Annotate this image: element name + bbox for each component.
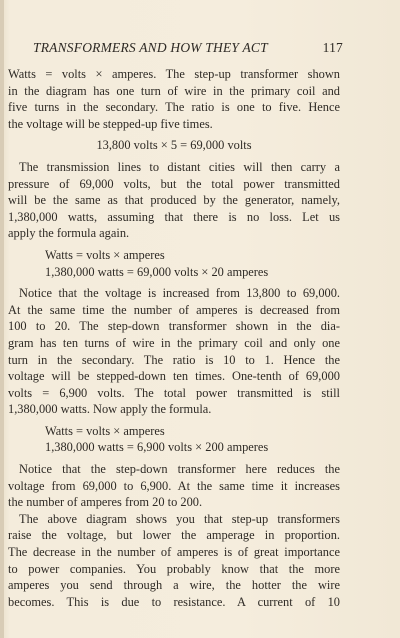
equation-voltage-step-up: 13,800 volts × 5 = 69,000 volts bbox=[96, 138, 252, 153]
text-line: volts = 6,900 volts. The total power transmitted is still bbox=[8, 385, 340, 400]
paragraph-2 bbox=[8, 159, 340, 242]
formula-block-2 bbox=[8, 423, 340, 456]
paragraph-3 bbox=[8, 285, 340, 418]
text-line: Notice that the step-down transformer here reduces the bbox=[19, 462, 340, 477]
formula-line: Watts = volts × amperes bbox=[45, 247, 165, 262]
text-line: At the same time the number of amperes is decreased from bbox=[8, 302, 340, 317]
formula-line: 1,380,000 watts = 6,900 volts × 200 amperes bbox=[45, 440, 269, 455]
text-line: five turns in the secondary. The ratio is one to five. Hence bbox=[8, 100, 340, 115]
text-line: 1,380,000 watts. Now apply the formula. bbox=[8, 402, 212, 417]
text-line: Watts = volts × amperes. The step-up transformer shown bbox=[8, 67, 340, 81]
text-line: the number of amperes from 20 to 200. bbox=[8, 495, 203, 510]
text-line: amperes you send through a wire, the hotter the wire bbox=[8, 578, 340, 593]
text-line: apply the formula again. bbox=[8, 226, 130, 241]
text-line: voltage will be stepped-down ten times. One-tenth of 69,000 bbox=[8, 369, 340, 384]
text-line: voltage from 69,000 to 6,900. At the same time it increases bbox=[8, 478, 340, 493]
page-body bbox=[8, 66, 340, 610]
text-line: The transmission lines to distant cities will then carry a bbox=[19, 159, 340, 174]
paragraph-5 bbox=[8, 511, 340, 611]
text-line: pressure of 69,000 volts, but the total power transmitted bbox=[8, 176, 340, 191]
text-line: turn in the secondary. The ratio is 10 to 1. Hence the bbox=[8, 352, 340, 367]
text-line: becomes. This is due to resistance. A current of 10 bbox=[8, 594, 340, 609]
text-line: 1,380,000 watts, assuming that there is no loss. Let us bbox=[8, 209, 340, 224]
text-line: in the diagram has one turn of wire in the primary coil and bbox=[8, 83, 340, 98]
text-line: to power companies. You probably know that the more bbox=[8, 561, 340, 576]
formula-block-1 bbox=[8, 247, 340, 280]
formula-line: Watts = volts × amperes bbox=[45, 423, 165, 438]
text-line: Notice that the voltage is increased from 13,800 to 69,000. bbox=[19, 286, 340, 301]
running-header bbox=[33, 40, 343, 56]
text-line: The above diagram shows you that step-up transformers bbox=[19, 511, 340, 526]
text-line: gram has ten turns of wire in the primary coil and only one bbox=[8, 335, 340, 350]
text-line: will be the same as that produced by the generator, namely, bbox=[8, 193, 340, 208]
formula-line: 1,380,000 watts = 69,000 volts × 20 amperes bbox=[45, 264, 269, 279]
paragraph-1 bbox=[8, 66, 340, 132]
text-line: The decrease in the number of amperes is of great importance bbox=[8, 545, 340, 560]
text-line: the voltage will be stepped-up five times. bbox=[8, 116, 213, 131]
text-line: raise the voltage, but lower the amperage in proportion. bbox=[8, 528, 340, 543]
page-number: 117 bbox=[322, 40, 343, 55]
running-title: TRANSFORMERS AND HOW THEY ACT bbox=[33, 40, 268, 55]
text-line: 100 to 20. The step-down transformer shown in the dia- bbox=[8, 319, 340, 334]
page-spine-shadow bbox=[0, 0, 4, 638]
paragraph-4 bbox=[8, 461, 340, 511]
